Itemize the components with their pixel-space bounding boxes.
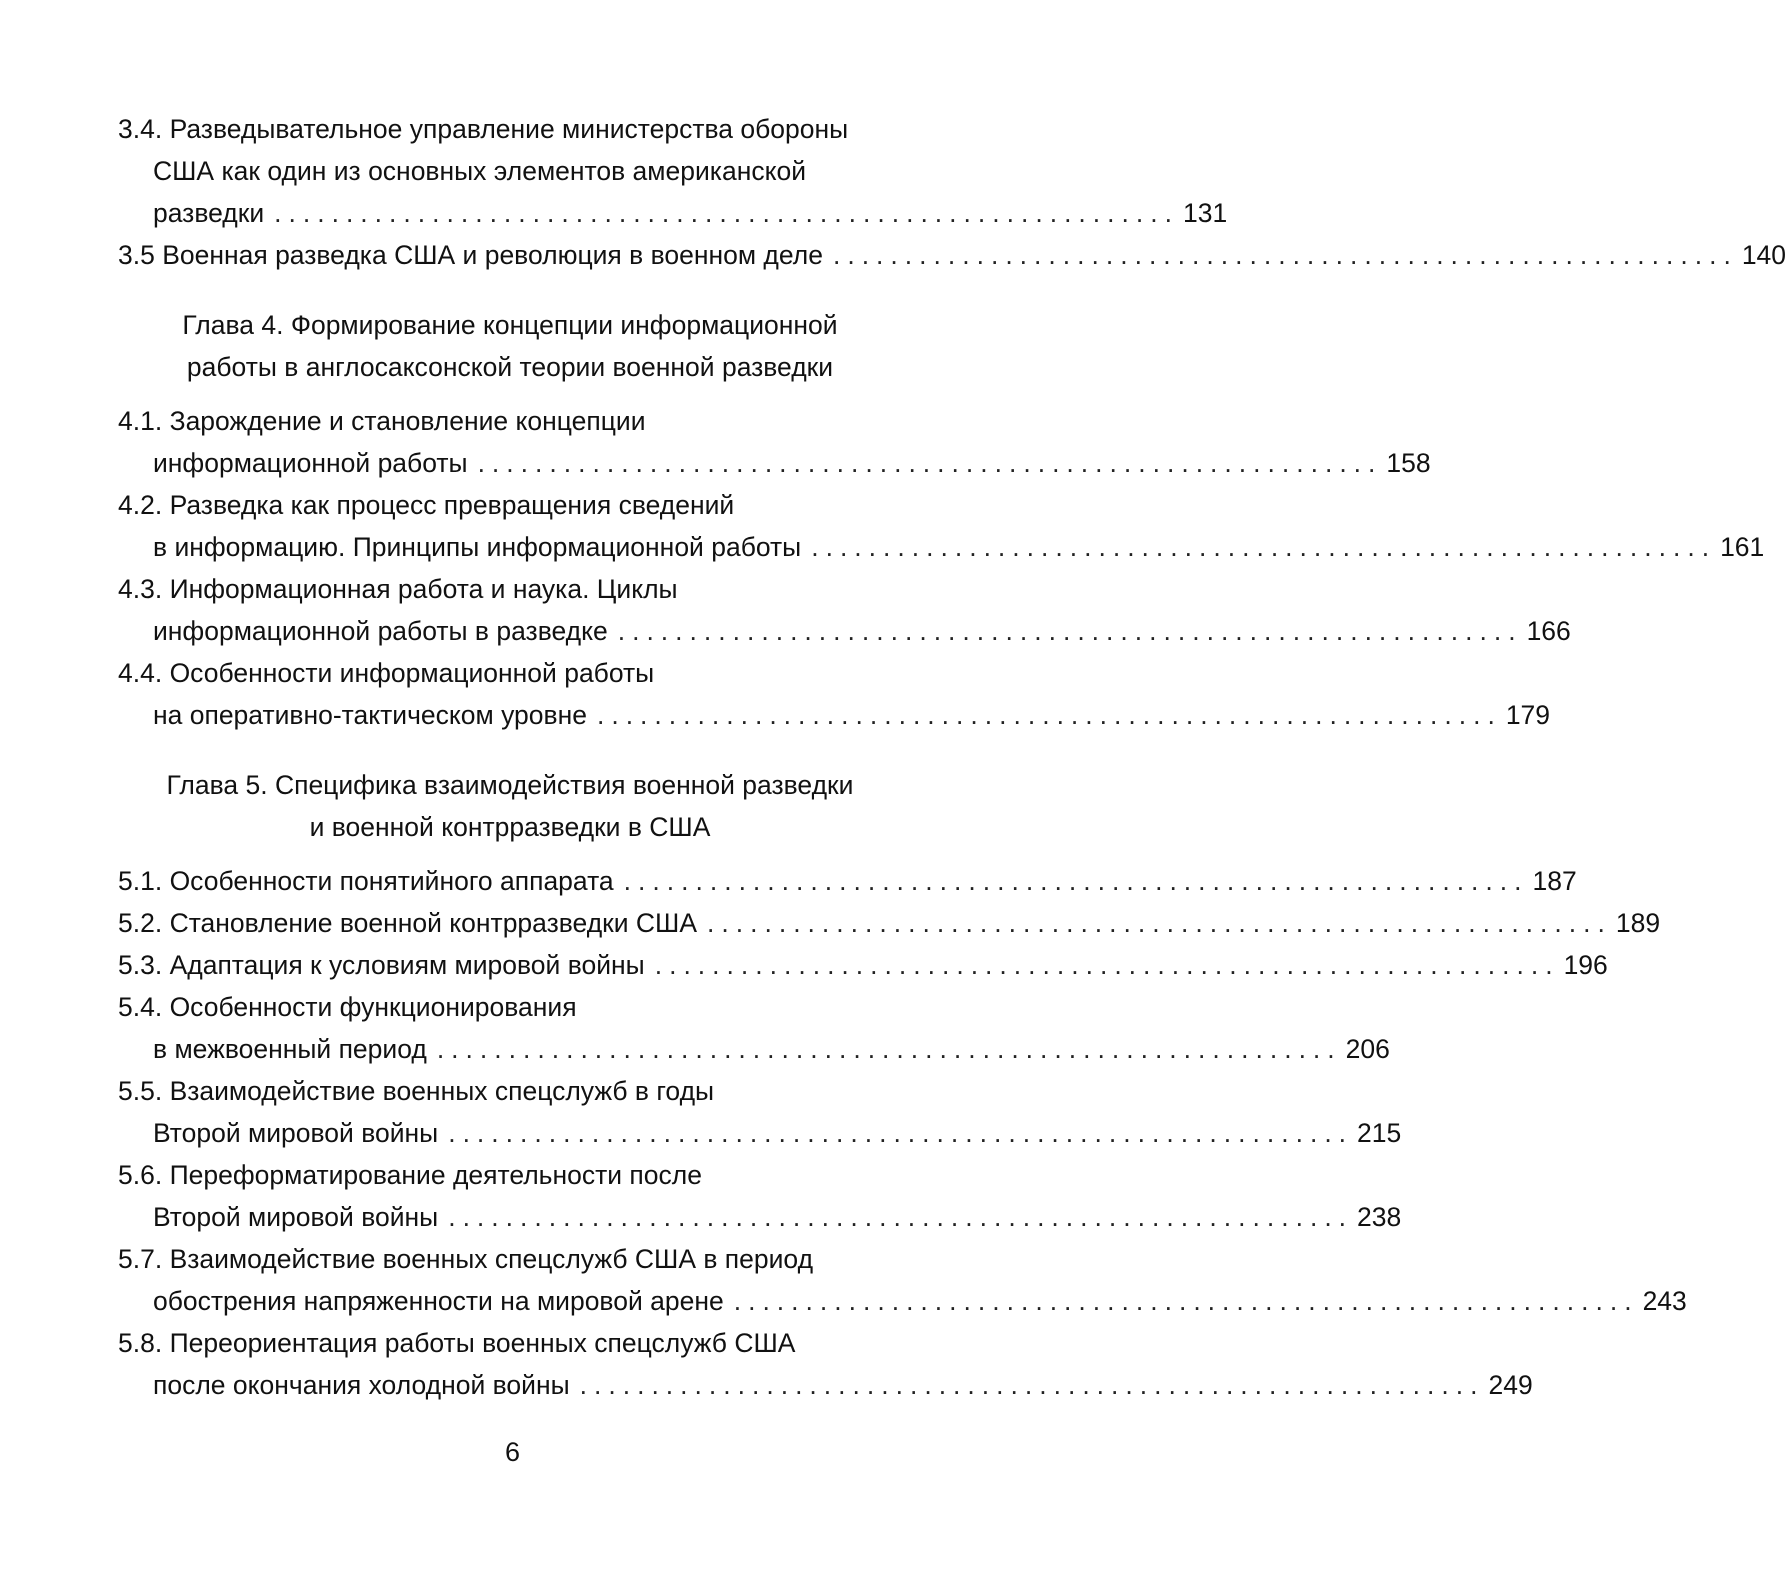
chapter-title: Глава 5. Специфика взаимодействия военной разведки xyxy=(166,770,854,800)
toc-page-number: 196 xyxy=(1563,950,1608,980)
toc-page-number: 161 xyxy=(1720,532,1765,562)
toc-page-number: 215 xyxy=(1357,1118,1402,1148)
toc-page-number: 187 xyxy=(1532,866,1577,896)
chapter-title-cont: работы в англосаксонской теории военной разведки xyxy=(186,352,834,382)
toc-entry-title: 3.5 Военная разведка США и революция в военном деле xyxy=(118,240,823,270)
toc-page-number: 166 xyxy=(1526,616,1571,646)
dot-leader: ............................................................... xyxy=(654,950,1560,980)
toc-entry-leader-line xyxy=(118,1280,1687,1322)
dot-leader: ............................................................... xyxy=(477,448,1383,478)
table-of-contents xyxy=(118,108,1786,1406)
toc-entry-3-4[interactable] xyxy=(118,108,1228,234)
toc-entry-5-8[interactable] xyxy=(118,1322,1533,1406)
toc-entry-leader-line xyxy=(118,694,1551,736)
toc-entry-title-cont: в информацию. Принципы информационной работы xyxy=(153,532,802,562)
toc-entry-leader-line xyxy=(118,860,1577,902)
toc-entry-5-2[interactable] xyxy=(118,902,1661,944)
toc-page-number: 131 xyxy=(1182,198,1228,228)
dot-leader: ............................................................... xyxy=(832,240,1738,270)
toc-entry-title: 4.3. Информационная работа и наука. Циклы xyxy=(118,574,678,604)
toc-entry-title: 5.3. Адаптация к условиям мировой войны xyxy=(118,950,645,980)
toc-entry-5-6[interactable] xyxy=(118,1154,1402,1238)
toc-entry-4-2[interactable] xyxy=(118,484,1765,568)
toc-entry-title-cont: на оперативно-тактическом уровне xyxy=(153,700,587,730)
toc-entry-title: 5.6. Переформатирование деятельности после xyxy=(118,1160,702,1190)
toc-page-number: 189 xyxy=(1615,908,1661,938)
toc-entry-5-1[interactable] xyxy=(118,860,1577,902)
toc-page-number: 140 xyxy=(1741,240,1786,270)
toc-entry-title-cont: Второй мировой войны xyxy=(153,1202,439,1232)
toc-entry-title: 5.8. Переориентация работы военных спецслужб США xyxy=(118,1328,796,1358)
toc-entry-leader-line xyxy=(118,1196,1402,1238)
toc-page-number: 249 xyxy=(1488,1370,1533,1400)
dot-leader: ............................................................... xyxy=(596,700,1502,730)
toc-page-number: 238 xyxy=(1357,1202,1402,1232)
toc-entry-5-5[interactable] xyxy=(118,1070,1402,1154)
chapter-heading-5 xyxy=(118,764,902,848)
toc-entry-title: 5.7. Взаимодействие военных спецслужб США в период xyxy=(118,1244,814,1274)
toc-entry-leader-line xyxy=(118,1364,1533,1406)
toc-entry-leader-line xyxy=(118,1112,1402,1154)
toc-entry-title: 4.2. Разведка как процесс превращения сведений xyxy=(118,490,735,520)
toc-page-number: 179 xyxy=(1505,700,1551,730)
toc-entry-5-7[interactable] xyxy=(118,1238,1687,1322)
toc-entry-leader-line xyxy=(118,902,1661,944)
toc-entry-title-cont: после окончания холодной войны xyxy=(153,1370,570,1400)
toc-entry-leader-line xyxy=(118,192,1228,234)
dot-leader: ............................................................... xyxy=(448,1118,1354,1148)
toc-entry-leader-line xyxy=(118,944,1608,986)
toc-entry-title: 3.4. Разведывательное управление министерства обороны xyxy=(118,114,849,144)
dot-leader: ............................................................... xyxy=(436,1034,1342,1064)
toc-entry-title-cont: обострения напряженности на мировой арене xyxy=(153,1286,724,1316)
dot-leader: ............................................................... xyxy=(811,532,1717,562)
toc-entry-title: 5.2. Становление военной контрразведки США xyxy=(118,908,698,938)
toc-entry-leader-line xyxy=(118,1028,1390,1070)
dot-leader: ............................................................... xyxy=(707,908,1612,938)
toc-entry-4-1[interactable] xyxy=(118,400,1431,484)
toc-entry-title: 4.4. Особенности информационной работы xyxy=(118,658,655,688)
toc-entry-title: 5.5. Взаимодействие военных спецслужб в годы xyxy=(118,1076,715,1106)
chapter-title: Глава 4. Формирование концепции информационной xyxy=(182,310,838,340)
toc-entry-title-cont: в межвоенный период xyxy=(153,1034,427,1064)
toc-entry-4-3[interactable] xyxy=(118,568,1571,652)
toc-entry-leader-line xyxy=(118,234,1786,276)
chapter-heading-4 xyxy=(118,304,902,388)
toc-entry-title: 4.1. Зарождение и становление концепции xyxy=(118,406,646,436)
dot-leader: ............................................................... xyxy=(579,1370,1485,1400)
dot-leader: ............................................................... xyxy=(448,1202,1354,1232)
chapter-title-cont: и военной контрразведки в США xyxy=(309,812,711,842)
page-number: 6 xyxy=(504,1437,521,1467)
toc-page-number: 206 xyxy=(1345,1034,1390,1064)
dot-leader: ............................................................... xyxy=(617,616,1523,646)
toc-entry-title: 5.1. Особенности понятийного аппарата xyxy=(118,866,614,896)
toc-entry-3-5[interactable] xyxy=(118,234,1786,276)
toc-entry-leader-line xyxy=(118,442,1431,484)
dot-leader: ............................................................... xyxy=(274,198,1179,228)
toc-entry-title: 5.4. Особенности функционирования xyxy=(118,992,577,1022)
toc-page-number: 158 xyxy=(1386,448,1431,478)
toc-entry-5-4[interactable] xyxy=(118,986,1390,1070)
toc-entry-title-cont: разведки xyxy=(153,198,265,228)
toc-entry-title-cont: Второй мировой войны xyxy=(153,1118,439,1148)
dot-leader: ............................................................... xyxy=(733,1286,1639,1316)
dot-leader: ............................................................... xyxy=(623,866,1529,896)
toc-entry-title-cont: информационной работы в разведке xyxy=(153,616,608,646)
toc-page-number: 243 xyxy=(1642,1286,1687,1316)
toc-entry-title-cont: США как один из основных элементов американской xyxy=(153,156,807,186)
toc-entry-leader-line xyxy=(118,526,1765,568)
toc-entry-title-cont: информационной работы xyxy=(153,448,468,478)
toc-entry-5-3[interactable] xyxy=(118,944,1608,986)
toc-entry-leader-line xyxy=(118,610,1571,652)
toc-entry-4-4[interactable] xyxy=(118,652,1551,736)
